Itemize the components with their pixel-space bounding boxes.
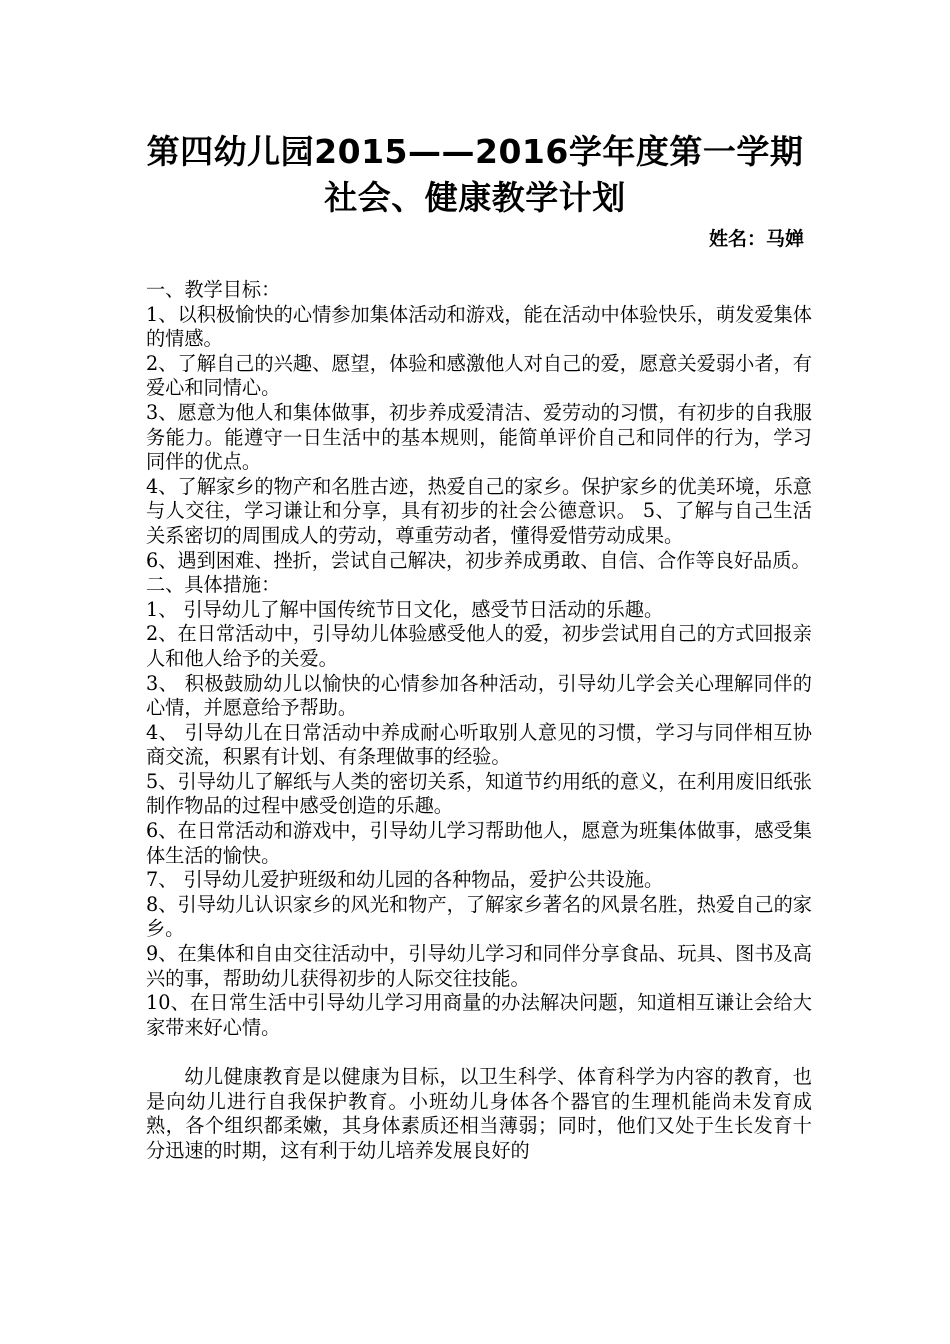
section-heading-goals: 一、教学目标： xyxy=(146,278,281,301)
measure-item: 6、在日常活动和游戏中，引导幼儿学习帮助他人，愿意为班集体做事，感受集体生活的愉快。 xyxy=(146,819,812,867)
goal-item: 3、愿意为他人和集体做事，初步养成爱清洁、爱劳动的习惯，有初步的自我服务能力。能遵守一日生活中的基本规则，能简单评价自己和同伴的行为，学习同伴的优点。 xyxy=(146,400,812,474)
goal-item: 2、了解自己的兴趣、愿望，体验和感激他人对自己的爱，愿意关爱弱小者，有爱心和同情心。 xyxy=(146,351,812,400)
measure-item: 5、引导幼儿了解纸与人类的密切关系，知道节约用纸的意义，在利用废旧纸张制作物品的过程中感受创造的乐趣。 xyxy=(146,769,812,818)
section-heading-measures: 二、具体措施： xyxy=(146,573,281,597)
measure-item: 7、 引导幼儿爱护班级和幼儿园的各种物品，爱护公共设施。 xyxy=(146,868,664,892)
closing-paragraph: 幼儿健康教育是以健康为目标，以卫生科学、体育科学为内容的教育，也是向幼儿进行自我保护教育。小班幼儿身体各个器官的生理机能尚未发育成熟，各个组织都柔嫩，其身体素质还相当薄弱；同时，他们又处于生长发育十分迅速的时期，这有利于幼儿培养发展良好的 xyxy=(146,1065,812,1162)
document-title-line2: 社会、健康教学计划 xyxy=(324,178,626,217)
measure-item: 8、引导幼儿认识家乡的风光和物产，了解家乡著名的风景名胜，热爱自己的家乡。 xyxy=(146,892,812,941)
author-name: 姓名：马婵 xyxy=(708,228,804,250)
goal-item: 4、了解家乡的物产和名胜古迹，热爱自己的家乡。保护家乡的优美环境，乐意与人交往，学习谦让和分享，具有初步的社会公德意识。 5、了解与自己生活关系密切的周围成人的劳动，尊重劳动者，懂得爱惜劳动成果。 xyxy=(146,474,812,547)
document-body xyxy=(146,278,812,1163)
measure-item: 1、 引导幼儿了解中国传统节日文化，感受节日活动的乐趣。 xyxy=(146,597,664,621)
measure-item: 4、 引导幼儿在日常活动中养成耐心听取别人意见的习惯，学习与同伴相互协商交流，积累有计划、有条理做事的经验。 xyxy=(146,720,812,769)
measure-item: 3、 积极鼓励幼儿以愉快的心情参加各种活动，引导幼儿学会关心理解同伴的心情，并愿意给予帮助。 xyxy=(146,671,812,720)
paragraph-spacer xyxy=(146,1040,812,1065)
document-title-line1: 第四幼儿园2015——2016学年度第一学期 xyxy=(146,132,804,171)
measure-item: 10、在日常生活中引导幼儿学习用商量的办法解决问题，知道相互谦让会给大家带来好心情。 xyxy=(146,991,812,1039)
measure-item: 2、在日常活动中，引导幼儿体验感受他人的爱，初步尝试用自己的方式回报亲人和他人给予的关爱。 xyxy=(146,622,812,670)
goal-item: 1、以积极愉快的心情参加集体活动和游戏，能在活动中体验快乐，萌发爱集体的情感。 xyxy=(146,302,812,351)
measure-item: 9、在集体和自由交往活动中，引导幼儿学习和同伴分享食品、玩具、图书及高兴的事，帮助幼儿获得初步的人际交往技能。 xyxy=(146,942,812,990)
goal-item: 6、遇到困难、挫折，尝试自己解决，初步养成勇敢、自信、合作等良好品质。 xyxy=(146,548,811,572)
